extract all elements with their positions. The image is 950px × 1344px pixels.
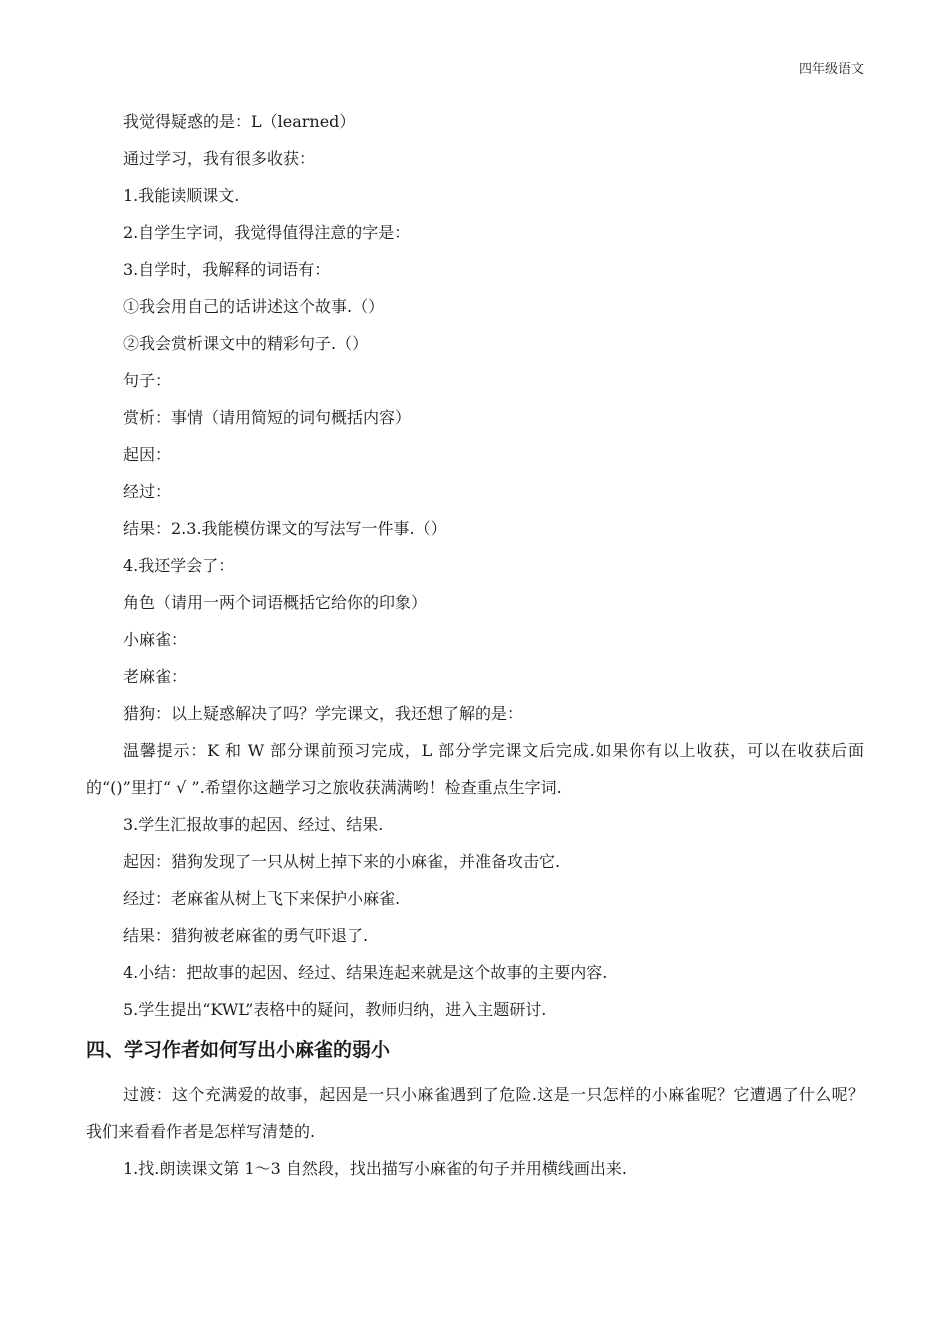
text-line: 通过学习，我有很多收获： [123, 149, 316, 168]
text-line: ②我会赏析课文中的精彩句子.（） [123, 334, 369, 353]
text-line: 经过： [123, 482, 172, 501]
text-line: 5.学生提出“KWL”表格中的疑问，教师归纳，进入主题研讨. [123, 1000, 547, 1019]
text-line: ①我会用自己的话讲述这个故事.（） [123, 297, 385, 316]
text-line: 结果：猎狗被老麻雀的勇气吓退了. [123, 926, 369, 945]
transition-paragraph: 过渡：这个充满爱的故事，起因是一只小麻雀遇到了危险.这是一只怎样的小麻雀呢？它遭遇了什么呢？我们来看看作者是怎样写清楚的. [86, 1085, 864, 1141]
text-line: 4.我还学会了： [123, 556, 235, 575]
text-line: 小麻雀： [123, 630, 188, 649]
text-line: 经过：老麻雀从树上飞下来保护小麻雀. [123, 889, 401, 908]
text-line: 1.我能读顺课文. [123, 186, 240, 205]
text-line: 赏析：事情（请用简短的词句概括内容） [123, 408, 412, 427]
text-line: 3.自学时，我解释的词语有： [123, 260, 331, 279]
text-line: 我觉得疑惑的是：L（learned） [123, 112, 356, 131]
text-line: 3.学生汇报故事的起因、经过、结果. [123, 815, 384, 834]
section-heading: 四、学习作者如何写出小麻雀的弱小 [86, 1039, 391, 1061]
text-line: 结果：2.3.我能模仿课文的写法写一件事.（） [123, 519, 447, 538]
text-line: 2.自学生字词，我觉得值得注意的字是： [123, 223, 411, 242]
text-line: 猎狗：以上疑惑解决了吗？学完课文，我还想了解的是： [123, 704, 524, 723]
page-header: 四年级语文 [798, 62, 864, 77]
text-line: 句子： [123, 371, 172, 390]
tip-paragraph: 温馨提示：K 和 W 部分课前预习完成，L 部分学完课文后完成.如果你有以上收获，可以在收获后面的“()”里打“ √ ”.希望你这趟学习之旅收获满满哟！检查重点生字词. [86, 741, 864, 797]
text-line: 老麻雀： [123, 667, 188, 686]
text-line: 起因：猎狗发现了一只从树上掉下来的小麻雀，并准备攻击它. [123, 852, 561, 871]
text-line: 1.找.朗读课文第 1～3 自然段，找出描写小麻雀的句子并用横线画出来. [123, 1159, 627, 1178]
text-line: 起因： [123, 445, 172, 464]
document-body [86, 103, 864, 1187]
text-line: 4.小结：把故事的起因、经过、结果连起来就是这个故事的主要内容. [123, 963, 608, 982]
text-line: 角色（请用一两个词语概括它给你的印象） [123, 593, 428, 612]
